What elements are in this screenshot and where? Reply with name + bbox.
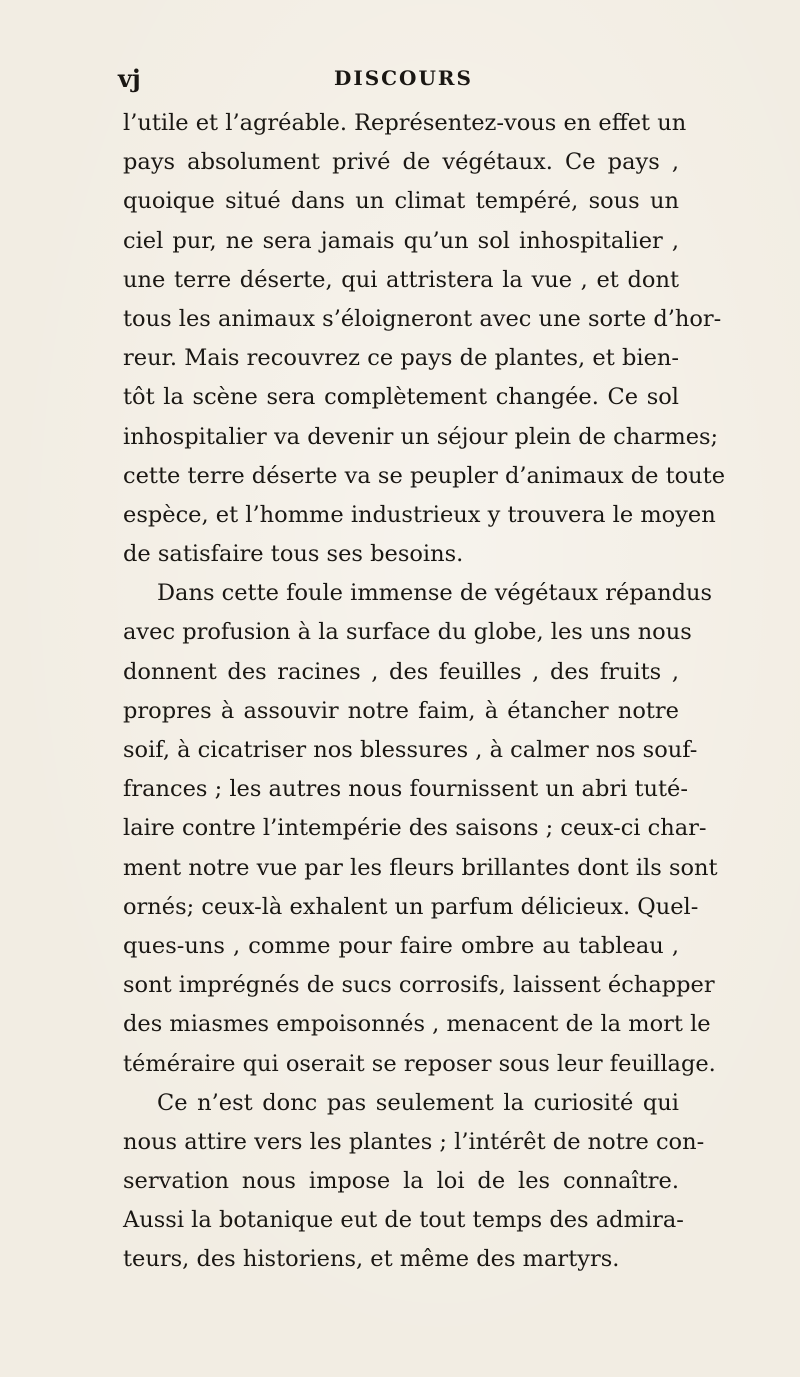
- text-line: nous attire vers les plantes ; l’intérêt de notre con-: [123, 1128, 705, 1155]
- page-number: vj: [118, 64, 141, 93]
- text-line: Aussi la botanique eut de tout temps des admira-: [123, 1207, 684, 1234]
- text-line: tous les animaux s’éloigneront avec une sorte d’hor-: [123, 305, 722, 332]
- text-line: donnent des racines , des feuilles , des fruits ,: [123, 658, 679, 685]
- text-line: reur. Mais recouvrez ce pays de plantes, et bien-: [123, 345, 679, 372]
- running-title: DISCOURS: [334, 66, 473, 90]
- text-line: l’utile et l’agréable. Représentez-vous en effet un: [123, 110, 687, 136]
- text-line: téméraire qui oserait se reposer sous leur feuillage.: [123, 1050, 716, 1077]
- paragraph-start-line: Dans cette foule immense de végétaux répandus: [157, 580, 713, 607]
- body-text: [123, 104, 726, 1280]
- text-line: tôt la scène sera complètement changée. Ce sol: [123, 384, 679, 411]
- text-line: ques-uns , comme pour faire ombre au tableau ,: [123, 932, 679, 959]
- text-line: quoique situé dans un climat tempéré, sous un: [123, 188, 679, 215]
- text-line: laire contre l’intempérie des saisons ; ceux-ci char-: [123, 815, 707, 842]
- text-line: servation nous impose la loi de les connaître.: [123, 1168, 679, 1195]
- text-line: teurs, des historiens, et même des martyrs.: [123, 1246, 620, 1273]
- text-line: de satisfaire tous ses besoins.: [123, 541, 464, 568]
- text-line: une terre déserte, qui attristera la vue , et dont: [123, 266, 679, 293]
- text-line: frances ; les autres nous fournissent un abri tuté-: [123, 776, 688, 803]
- text-line: ornés; ceux-là exhalent un parfum délicieux. Quel-: [123, 893, 699, 920]
- text-line: des miasmes empoisonnés , menacent de la mort le: [123, 1011, 711, 1038]
- text-line: ciel pur, ne sera jamais qu’un sol inhospitalier ,: [123, 227, 679, 254]
- text-line: inhospitalier va devenir un séjour plein de charmes;: [123, 423, 719, 450]
- text-line: sont imprégnés de sucs corrosifs, laissent échapper: [123, 972, 715, 999]
- text-line: espèce, et l’homme industrieux y trouvera le moyen: [123, 501, 716, 528]
- text-line: soif, à cicatriser nos blessures , à calmer nos souf-: [123, 737, 698, 763]
- text-line: avec profusion à la surface du globe, les uns nous: [123, 619, 692, 646]
- text-line: cette terre déserte va se peupler d’animaux de toute: [123, 462, 726, 489]
- paragraph-start-line: Ce n’est donc pas seulement la curiosité qui: [157, 1089, 679, 1116]
- text-line: propres à assouvir notre faim, à étancher notre: [123, 697, 679, 724]
- text-line: ment notre vue par les fleurs brillantes dont ils sont: [123, 854, 718, 881]
- page-header: [118, 64, 678, 98]
- text-line: pays absolument privé de végétaux. Ce pays ,: [123, 149, 679, 176]
